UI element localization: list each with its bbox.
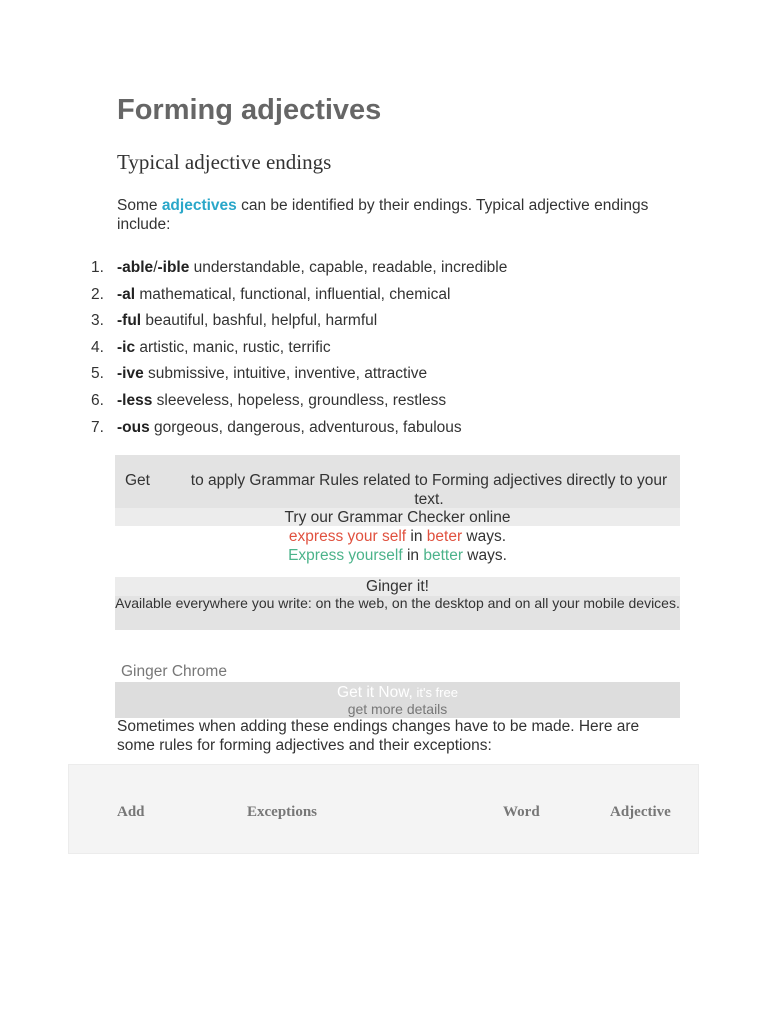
- examples: gorgeous, dangerous, adventurous, fabulous: [149, 418, 462, 436]
- item-number: 7.: [91, 418, 104, 436]
- wrong-example: [115, 527, 680, 546]
- right-word: better: [423, 547, 463, 564]
- wrong-word: beter: [426, 528, 463, 545]
- suffix: -ful: [117, 312, 142, 330]
- item-number: 2.: [91, 285, 104, 303]
- suffix: -ive: [117, 365, 144, 383]
- suffix: -ic: [117, 338, 136, 356]
- list-item: [0, 311, 768, 338]
- intro-paragraph: [117, 196, 677, 234]
- column-header-adjective: Adjective: [610, 804, 671, 820]
- ginger-it-box: [115, 577, 680, 630]
- get-it-now-label: Get it Now,: [337, 684, 413, 701]
- examples: artistic, manic, rustic, terrific: [135, 338, 331, 356]
- promo-message: to apply Grammar Rules related to Forming adjectives directly to your text.: [190, 472, 668, 508]
- intro-text-after: can be identified by their endings. Typical adjective endings include:: [117, 197, 649, 233]
- item-number: 3.: [91, 312, 104, 330]
- suffix: -able: [117, 259, 154, 276]
- ginger-it-button[interactable]: Ginger it!: [366, 578, 429, 595]
- examples: beautiful, bashful, helpful, harmful: [141, 312, 378, 330]
- rules-table: [68, 764, 699, 854]
- column-header-word: Word: [503, 804, 540, 820]
- get-link[interactable]: Get: [125, 472, 150, 489]
- list-item: [0, 258, 768, 285]
- right-example: [115, 546, 680, 565]
- suffix: -ous: [117, 418, 150, 436]
- examples: sleeveless, hopeless, groundless, restless: [152, 391, 447, 409]
- examples: understandable, capable, readable, incredible: [189, 259, 508, 276]
- right-end: ways.: [462, 547, 507, 564]
- adjectives-link[interactable]: adjectives: [161, 197, 237, 214]
- page-title: Forming adjectives: [117, 94, 382, 126]
- right-phrase: Express yourself: [288, 547, 403, 564]
- more-details-link[interactable]: get more details: [347, 701, 448, 717]
- examples: submissive, intuitive, inventive, attractive: [143, 365, 428, 383]
- grammar-promo-banner: [115, 455, 680, 508]
- intro-text-before: Some: [117, 197, 162, 214]
- suffix: -less: [117, 391, 153, 409]
- list-item: [0, 364, 768, 391]
- rules-paragraph: Sometimes when adding these endings changes have to be made. Here are some rules for forming adjectives and their exceptions:: [117, 718, 640, 754]
- item-number: 4.: [91, 338, 104, 356]
- wrong-mid: in: [406, 528, 427, 545]
- endings-list: [0, 258, 768, 444]
- list-item: [0, 285, 768, 312]
- suffix-separator: /: [153, 259, 158, 276]
- free-label: it's free: [412, 685, 458, 700]
- column-header-add: Add: [117, 804, 145, 820]
- right-mid: in: [402, 547, 424, 564]
- list-item: [0, 391, 768, 418]
- list-item: [0, 338, 768, 365]
- section-subtitle: Typical adjective endings: [117, 150, 332, 174]
- item-number: 6.: [91, 391, 104, 409]
- column-header-exceptions: Exceptions: [247, 804, 318, 820]
- list-item: [0, 418, 768, 445]
- get-it-now-button[interactable]: [115, 682, 680, 718]
- item-number: 5.: [91, 365, 104, 383]
- wrong-end: ways.: [462, 528, 507, 545]
- suffix-alt: -ible: [157, 259, 190, 276]
- grammar-checker-link[interactable]: Try our Grammar Checker online: [284, 509, 511, 526]
- ginger-description: Available everywhere you write: on the web, on the desktop and on all your mobile devices.: [115, 595, 680, 611]
- ginger-chrome-label: Ginger Chrome: [121, 663, 227, 680]
- examples: mathematical, functional, influential, chemical: [135, 285, 451, 303]
- item-number: 1.: [91, 259, 104, 276]
- suffix: -al: [117, 285, 136, 303]
- get-it-now-text: [115, 683, 680, 702]
- wrong-phrase: express your self: [288, 528, 407, 545]
